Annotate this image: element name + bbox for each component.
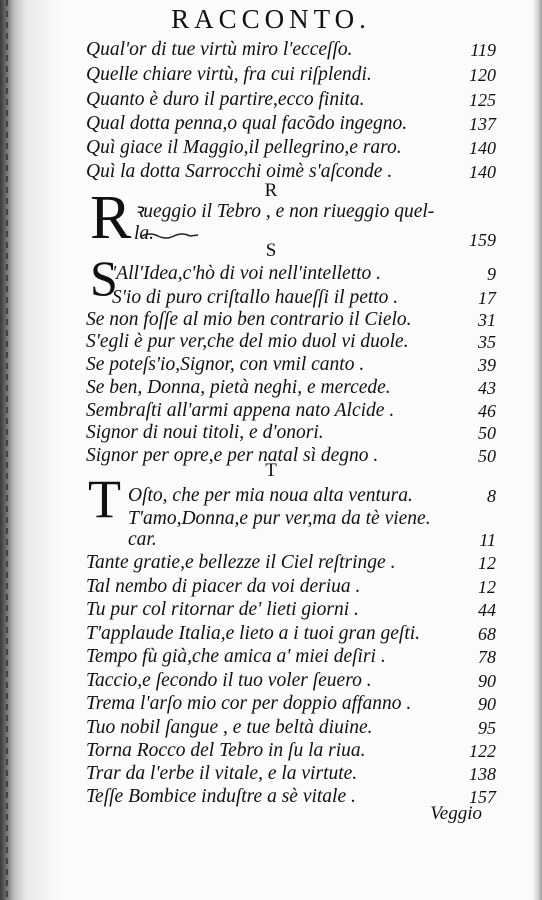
entry-page-number: 137 [469,114,496,134]
index-entry [86,88,496,112]
index-entry [86,762,496,786]
entry-text: Taccio,e ſecondo il tuo voler ſeuero . [86,670,372,691]
entry-text: Qual dotta penna,o qual facõdo ingegno. [86,113,408,134]
section-letter-s: S [265,240,277,261]
entry-page-number: 8 [487,486,496,506]
entry-page-number: 140 [469,138,496,158]
page-edge [532,0,542,900]
section-letter-r: R [264,180,278,201]
index-entry [86,136,496,160]
entry-page-number: 122 [469,741,496,761]
index-entry [86,575,496,599]
catchword: Veggio [430,803,482,824]
entry-page-number: 50 [478,423,496,443]
index-entry [86,376,496,400]
index-entry [86,421,496,445]
entry-text: ꝛueggio il Tebro , e non riueggio quel- [134,201,435,222]
entry-text: la. [134,223,155,244]
entry-page-number: 43 [478,378,496,398]
entry-text: Tu pur col ritornar de' lieti giorni . [86,599,359,620]
index-entry [86,622,496,646]
entry-page-number: 159 [469,230,496,250]
index-entry [128,484,496,508]
entry-page-number: 157 [469,787,496,807]
index-entry [86,551,496,575]
entry-page-number: 39 [478,355,496,375]
index-entry [86,669,496,693]
index-entry [86,308,496,332]
index-entry [112,262,496,286]
entry-page-number: 50 [478,446,496,466]
entry-text: Quì giace il Maggio,il pellegrino,e raro. [86,137,402,158]
book-binding [0,0,60,900]
section-letter-t: T [265,460,277,481]
dropcap-t: T [88,469,121,529]
entry-text: Tante gratie,e bellezze il Ciel reſtringe . [86,552,396,573]
entry-text: Teſſe Bombice induſtre a sè vitale . [86,786,356,807]
index-entry [86,112,496,136]
entry-page-number: 140 [469,162,496,182]
entry-page-number: 90 [478,671,496,691]
entry-text: Tal nembo di piacer da voi deriua . [86,576,361,597]
entry-page-number: 138 [469,764,496,784]
entry-text: Qual'or di tue virtù miro l'ecceſſo. [86,39,353,60]
entry-text: Quanto è duro il partire,ecco finita. [86,89,365,110]
entry-page-number: 9 [487,264,496,284]
entry-text: Trema l'arſo mio cor per doppio affanno . [86,693,412,714]
entry-text: Quelle chiare virtù, fra cui riſplendi. [86,64,372,85]
index-entry [86,716,496,740]
entry-text: Signor di noui titoli, e d'onori. [86,422,324,443]
index-entry [86,38,496,62]
entry-text: 'All'Idea,c'hò di voi nell'intelletto . [112,263,382,284]
dropcap-s: S [90,250,118,306]
entry-page-number: 31 [478,310,496,330]
entry-text: Se non foſſe al mio ben contrario il Cielo. [86,309,412,330]
entry-text: car. [128,529,157,550]
entry-page-number: 17 [478,288,496,308]
index-entry [112,286,496,310]
entry-page-number: 12 [478,577,496,597]
entry-text: Se ben, Donna, pietà neghi, e mercede. [86,377,391,398]
entry-text: Se poteſs'io,Signor, con vmil canto . [86,354,365,375]
entry-text: S'egli è pur ver,che del mio duol vi duole. [86,331,409,352]
index-entry [86,353,496,377]
index-entry [86,63,496,87]
entry-text: Sembraſti all'armi appena nato Alcide . [86,400,395,421]
index-entry [86,645,496,669]
index-entry [86,692,496,716]
entry-page-number: 35 [478,332,496,352]
entry-page-number: 44 [478,600,496,620]
index-entry [86,598,496,622]
index-entry [86,739,496,763]
index-entry [86,399,496,423]
index-entry-continued [128,528,496,552]
entry-page-number: 11 [479,530,496,550]
entry-page-number: 90 [478,694,496,714]
entry-text: Tempo fù già,che amica a' miei deſiri . [86,646,386,667]
entry-page-number: 125 [469,90,496,110]
index-entry [134,200,496,224]
entry-page-number: 12 [478,553,496,573]
entry-text: Oſto, che per mia noua alta ventura. [128,485,413,506]
page-heading: RACCONTO. [171,4,371,34]
entry-page-number: 119 [470,40,496,60]
dropcap-r: R [90,184,132,252]
entry-page-number: 78 [478,647,496,667]
entry-text: Quì la dotta Sarrocchi oimè s'aſconde . [86,161,393,182]
entry-page-number: 68 [478,624,496,644]
entry-text: T'amo,Donna,e pur ver,ma da tè viene. [128,508,431,529]
index-entry [86,330,496,354]
entry-text: T'applaude Italia,e lieto a i tuoi gran geſti. [86,623,421,644]
entry-page-number: 46 [478,401,496,421]
entry-text: Signor per opre,e per natal sì degno . [86,445,379,466]
entry-text: Trar da l'erbe il vitale, e la virtute. [86,763,358,784]
entry-text: Torna Rocco del Tebro in ſu la riua. [86,740,366,761]
entry-page-number: 120 [469,65,496,85]
entry-text: S'io di puro criſtallo haueſſi il petto . [112,287,399,308]
entry-text: Tuo nobil ſangue , e tue beltà diuine. [86,717,373,738]
entry-page-number: 95 [478,718,496,738]
